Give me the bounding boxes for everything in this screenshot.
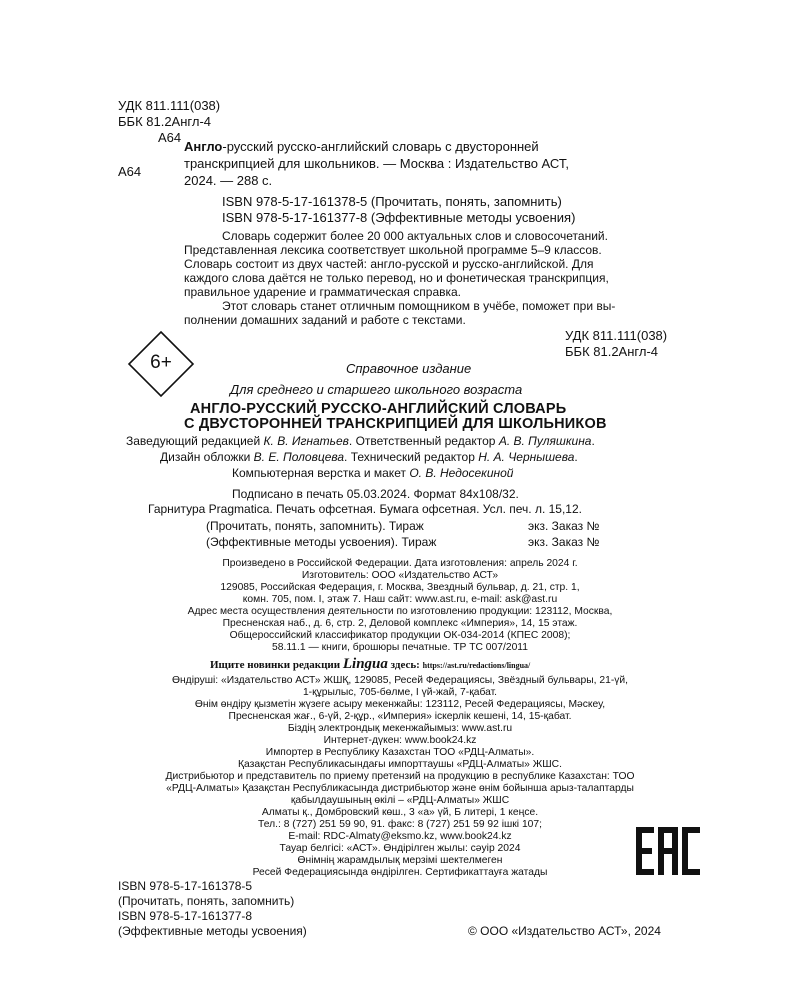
print-info-line-2: Гарнитура Pragmatica. Печать офсетная. Бумага офсетная. Усл. печ. л. 15,12. xyxy=(148,502,582,516)
age-rating-badge xyxy=(127,330,195,398)
manufacturer-line: Общероссийский классификатор продукции ОК-034-2014 (КПЕС 2008); xyxy=(229,630,571,641)
tirazh-right-2: экз. Заказ № xyxy=(528,535,600,549)
biblio-line-1 xyxy=(184,139,706,154)
manufacturer-line: Изготовитель: ООО «Издательство АСТ» xyxy=(301,570,499,581)
kz-line: Ресей Федерациясында өндірілген. Сертификаттауға жатады xyxy=(252,867,548,878)
tirazh-right-1: экз. Заказ № xyxy=(528,519,600,533)
kz-line: «РДЦ-Алматы» Қазақстан Республикасында дистрибьютор және өнім бойынша арыз-талаптарды xyxy=(166,783,634,794)
credit-name: А. В. Пуляшкина xyxy=(498,434,592,448)
bbk-top: ББК 81.2Англ-4 xyxy=(118,114,211,129)
credit-role: Компьютерная верстка и макет xyxy=(232,466,410,480)
bbk-bottom: ББК 81.2Англ-4 xyxy=(565,344,658,359)
tirazh-left-2: (Эффективные методы усвоения). Тираж xyxy=(206,535,437,549)
biblio-line-3: 2024. — 288 с. xyxy=(184,173,273,188)
isbn-bottom-2: (Прочитать, понять, запомнить) xyxy=(118,894,295,908)
credit-role: Дизайн обложки xyxy=(160,450,254,464)
abstract-line: Представленная лексика соответствует школьной программе 5–9 классов. xyxy=(184,243,602,257)
abstract-line: правильное ударение и грамматическая справка. xyxy=(184,285,462,299)
edition-type: Справочное издание xyxy=(346,361,472,376)
udk-bottom: УДК 811.111(038) xyxy=(565,328,668,343)
biblio-bold: Англо xyxy=(184,139,223,154)
credit-name: К. В. Игнатьев xyxy=(263,434,349,448)
kz-line: Пресненская жағ., 6-үй, 2-құр., «Империя» іскерлік кешені, 14, 15-қабат. xyxy=(228,711,572,722)
lingua-logo: Lingua xyxy=(342,656,388,672)
isbn-top-2: ISBN 978-5-17-161377-8 (Эффективные методы усвоения) xyxy=(222,210,576,225)
audience: Для среднего и старшего школьного возраста xyxy=(230,382,523,397)
abstract-line: полнении домашних заданий и работе с текстами. xyxy=(184,313,466,327)
credit-punct: . xyxy=(574,450,578,464)
abstract-line: каждого слова даётся не только перевод, но и фонетическая транскрипция, xyxy=(184,271,609,285)
udk-top: УДК 811.111(038) xyxy=(118,98,221,113)
abstract-line: Словарь состоит из двух частей: англо-русской и русско-английской. Для xyxy=(184,257,594,271)
book-title-line-1: АНГЛО-РУССКИЙ РУССКО-АНГЛИЙСКИЙ СЛОВАРЬ xyxy=(190,401,567,417)
credit-role: Заведующий редакцией xyxy=(126,434,264,448)
manufacturer-line: 129085, Российская Федерация, г. Москва, Звездный бульвар, д. 21, стр. 1, xyxy=(220,582,580,593)
credit-role: . Технический редактор xyxy=(344,450,479,464)
kz-line: Импортер в Республику Казахстан ТОО «РДЦ-Алматы». xyxy=(265,747,535,758)
cutter-left: А64 xyxy=(118,164,142,179)
copyright: © ООО «Издательство АСТ», 2024 xyxy=(468,924,661,938)
manufacturer-line: комн. 705, пом. I, этаж 7. Наш сайт: www.ast.ru, e-mail: ask@ast.ru xyxy=(242,594,558,605)
lingua-line xyxy=(210,656,530,674)
manufacturer-line: Пресненская наб., д. 6, стр. 2, Деловой комплекс «Империя», 14, 15 этаж. xyxy=(222,618,578,629)
manufacturer-line: Произведено в Российской Федерации. Дата изготовления: апрель 2024 г. xyxy=(222,558,578,569)
kz-line: 1-құрылыс, 705-бөлме, I үй-жай, 7-қабат. xyxy=(302,687,498,698)
isbn-bottom-1: ISBN 978-5-17-161378-5 xyxy=(118,879,253,893)
age-rating-text: 6+ xyxy=(150,352,172,373)
eac-mark-icon xyxy=(634,824,702,878)
kz-line: Тел.: 8 (727) 251 59 90, 91. факс: 8 (727) 251 59 92 ішкі 107; xyxy=(258,819,542,830)
isbn-top-1: ISBN 978-5-17-161378-5 (Прочитать, понять, запомнить) xyxy=(222,194,562,209)
kz-line: Өнім өндіру қызметін жүзеге асыру мекенжайы: 123112, Ресей Федерациясы, Мәскеу, xyxy=(194,699,606,710)
kz-line: Өндіруші: «Издательство АСТ» ЖШҚ, 129085, Ресей Федерациясы, Звёздный бульвары, 21-үй, xyxy=(171,675,629,686)
credit-name: Н. А. Чернышева xyxy=(478,450,575,464)
biblio-rest: -русский русско-английский словарь с двусторонней xyxy=(222,139,539,154)
eac-certification-mark xyxy=(634,824,702,878)
kz-line: қабылдаушының өкілі – «РДЦ-Алматы» ЖШС xyxy=(290,795,510,806)
kz-line: E-mail: RDC-Almaty@eksmo.kz, www.book24.kz xyxy=(288,831,512,842)
manufacturer-line: 58.11.1 — книги, брошюры печатные. ТР ТС 007/2011 xyxy=(272,642,528,653)
credits-line-2 xyxy=(160,450,578,464)
abstract-line: Словарь содержит более 20 000 актуальных слов и словосочетаний. xyxy=(222,229,608,243)
kz-line: Алматы қ., Домбровский көш., 3 «а» үй, Б литері, 1 кеңсе. xyxy=(261,807,539,818)
manufacturer-line: Адрес места осуществления деятельности по изготовлению продукции: 123112, Москва, xyxy=(187,606,613,617)
cutter-top: А64 xyxy=(158,130,182,145)
lingua-before: Ищите новинки редакции xyxy=(210,659,341,671)
tirazh-left-1: (Прочитать, понять, запомнить). Тираж xyxy=(206,519,424,533)
kz-line: Интернет-дүкен: www.book24.kz xyxy=(323,735,477,746)
credit-punct: . xyxy=(591,434,595,448)
credits-line-3 xyxy=(232,466,513,480)
lingua-url[interactable]: https://ast.ru/redactions/lingua/ xyxy=(422,661,531,670)
book-title-line-2: С ДВУСТОРОННЕЙ ТРАНСКРИПЦИЕЙ ДЛЯ ШКОЛЬНИКОВ xyxy=(184,416,607,432)
isbn-bottom-3: ISBN 978-5-17-161377-8 xyxy=(118,909,253,923)
kz-line: Дистрибьютор и представитель по приему претензий на продукцию в республике Казахстан: ТОО xyxy=(165,771,635,782)
lingua-after: здесь: xyxy=(390,659,420,671)
print-info-line-1: Подписано в печать 05.03.2024. Формат 84x108/32. xyxy=(232,487,519,501)
credit-name: В. Е. Половцева xyxy=(253,450,345,464)
credit-name: О. В. Недосекиной xyxy=(409,466,514,480)
kz-line: Біздің электрондық мекенжайымыз: www.ast.ru xyxy=(287,723,513,734)
credits-line-1 xyxy=(126,434,595,448)
isbn-bottom-4: (Эффективные методы усвоения) xyxy=(118,924,307,938)
credit-role: . Ответственный редактор xyxy=(348,434,499,448)
biblio-line-2: транскрипцией для школьников. — Москва : Издательство АСТ, xyxy=(184,156,569,171)
abstract-line: Этот словарь станет отличным помощником в учёбе, поможет при вы- xyxy=(222,299,616,313)
kz-line: Өнімнің жарамдылық мерзімі шектелмеген xyxy=(297,855,503,866)
kz-line: Қазақстан Республикасындағы импорттаушы «РДЦ-Алматы» ЖШС. xyxy=(238,759,562,770)
kz-line: Тауар белгісі: «АСТ». Өндірілген жылы: сәуір 2024 xyxy=(279,843,521,854)
